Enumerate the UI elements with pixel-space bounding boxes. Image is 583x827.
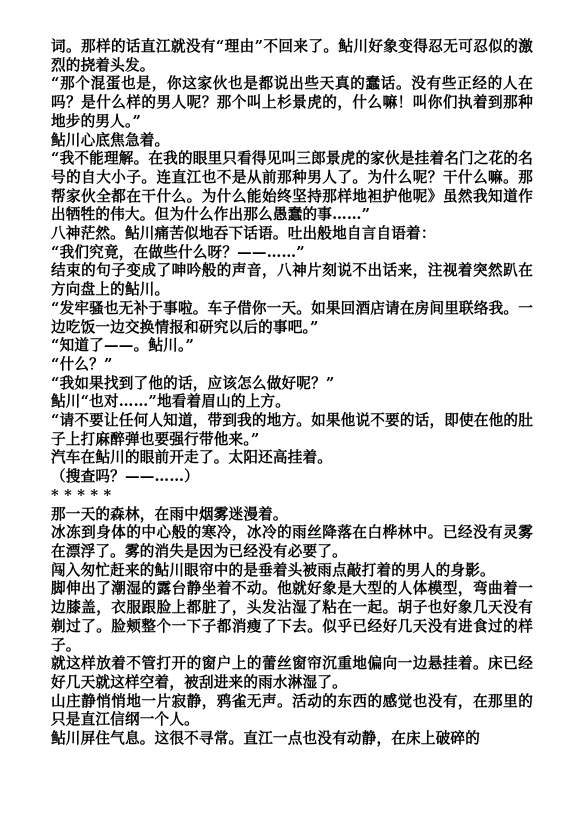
paragraph: “请不要让任何人知道，带到我的地方。如果他说不要的话，即使在他的肚子上打麻醉弹也要强行带他来。” bbox=[51, 412, 533, 448]
paragraph: “那个混蛋也是，你这家伙也是都说出些天真的蠢话。没有些正经的人在吗？是什么样的男人呢？那个叫上杉景虎的，什么嘛！叫你们执着到那种地步的男人。” bbox=[51, 75, 533, 130]
paragraph: “什么？” bbox=[51, 355, 113, 373]
paragraph: 汽车在鲇川的眼前开走了。太阳还高挂着。 bbox=[51, 449, 333, 467]
paragraph: 山庄静悄悄地一片寂静，鸦雀无声。活动的东西的感觉也没有，在那里的只是直江信纲一个人。 bbox=[51, 692, 533, 729]
paragraph: “我不能理解。在我的眼里只看得见叫三郎景虎的家伙是挂着名门之花的名号的自大小子。连直江也不是从前那种男人了。为什么呢？干什么嘛。那帮家伙全都在干什么。为什么能始终坚持那样地袒护他呢》虽然我知道作出牺牲的伟大。但为什么作出那么愚蠢的事……” bbox=[51, 150, 533, 224]
paragraph: 结束的句子变成了呻吟般的声音，八神片刻说不出话来，注视着突然趴在方向盘上的鲇川。 bbox=[51, 262, 533, 299]
paragraph: 鲇川屏住气息。这很不寻常。直江一点也没有动静，在床上破碎的 bbox=[51, 730, 481, 748]
paragraph: 脚伸出了潮湿的露台静坐着不动。他就好象是大型的人体模型，弯曲着一边膝盖，衣服跟脸上都脏了，头发沾湿了粘在一起。胡子也好象几天没有剃过了。脸颊整个一下子都消瘦了下去。似乎已经好几天没有进食过的样子。 bbox=[51, 580, 533, 654]
document-page bbox=[51, 38, 533, 749]
paragraph: 就这样放着不管打开的窗户上的蕾丝窗帘沉重地偏向一边悬挂着。床已经好几天就这样空着，被刮进来的雨水淋湿了。 bbox=[51, 655, 533, 691]
paragraph: 那一天的森林，在雨中烟雾迷漫着。 bbox=[51, 505, 288, 523]
paragraph: 八神茫然。鲇川痛苦似地吞下话语。吐出般地自言自语着： bbox=[51, 225, 436, 243]
paragraph: 闯入匆忙赶来的鲇川眼帘中的是垂着头被雨点敲打着的男人的身影。 bbox=[51, 561, 495, 579]
paragraph: “我如果找到了他的话，应该怎么做好呢？” bbox=[51, 374, 335, 392]
section-divider: * * * * * bbox=[51, 486, 112, 504]
paragraph: （搜查吗？——……） bbox=[51, 468, 199, 486]
paragraph: 词。那样的话直江就没有“理由”不回来了。鲇川好象变得忍无可忍似的激烈的挠着头发。 bbox=[51, 38, 533, 74]
paragraph: “知道了——。鲇川。” bbox=[51, 337, 195, 355]
paragraph: “我们究竟，在做些什么呀？——……” bbox=[51, 243, 305, 261]
paragraph: 鲇川心底焦急着。 bbox=[51, 131, 170, 149]
paragraph: “发牢骚也无补于事啦。车子借你一天。如果回酒店请在房间里联络我。一边吃饭一边交换情报和研究以后的事吧。” bbox=[51, 299, 533, 336]
paragraph: 鲇川“也对……”地看着眉山的上方。 bbox=[51, 393, 291, 411]
paragraph: 冰冻到身体的中心般的寒冷，冰冷的雨丝降落在白桦林中。已经没有灵雾在漂浮了。雾的消失是因为已经没有必要了。 bbox=[51, 524, 533, 560]
